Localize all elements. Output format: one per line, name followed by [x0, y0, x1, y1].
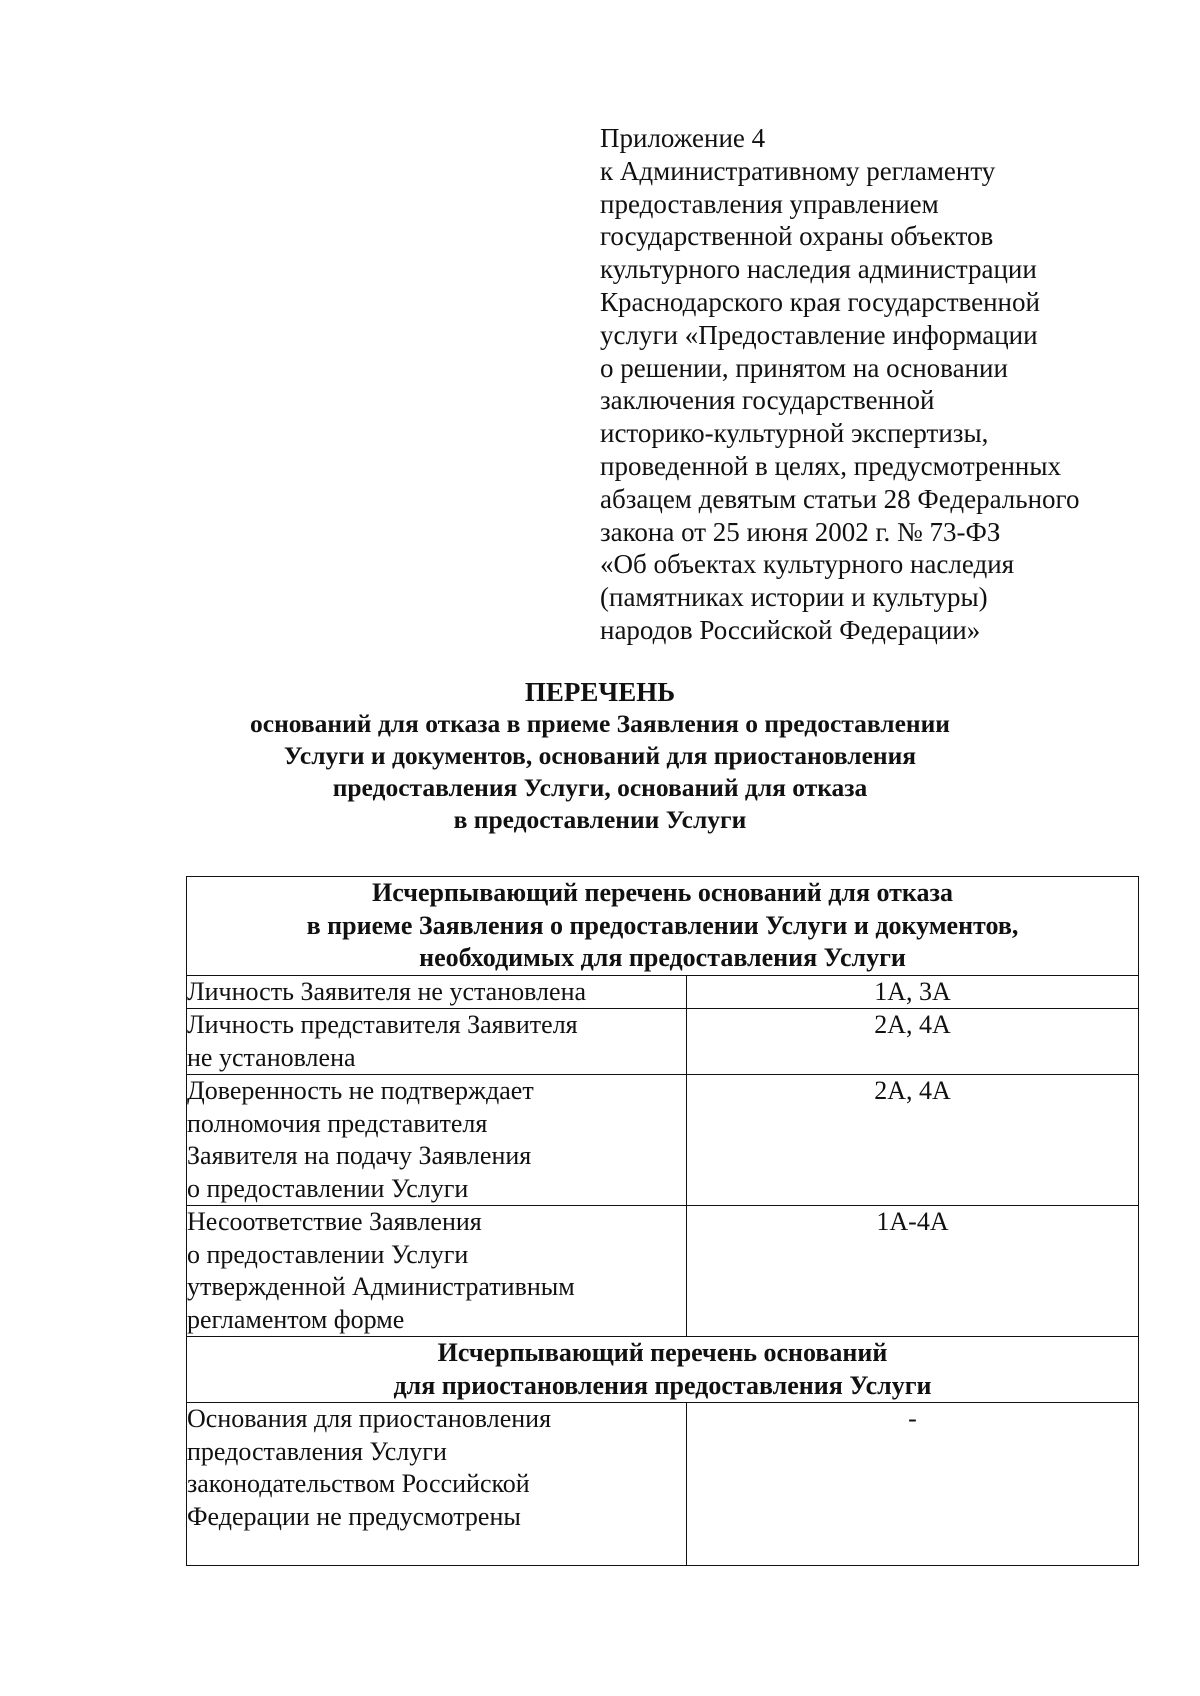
section-header-suspension — [187, 1337, 1139, 1403]
document-title — [150, 676, 1050, 836]
section-header-refusal-acceptance — [187, 877, 1139, 976]
code-cell: 2А, 4А — [687, 1075, 1139, 1206]
document-title-main: ПЕРЕЧЕНЬ — [524, 677, 676, 707]
annex-line: «Об объектах культурного наследия — [600, 549, 1015, 580]
annex-line: услуги «Предоставление информации — [600, 319, 1038, 350]
reason-line: Личность Заявителя не установлена — [187, 976, 587, 1006]
table-section-header — [187, 877, 1139, 976]
reason-line: регламентом форме — [187, 1304, 405, 1334]
reason-line: утвержденной Административным — [187, 1272, 575, 1301]
reason-line: Доверенность не подтверждает — [187, 1076, 534, 1105]
reason-line: Личность представителя Заявителя — [187, 1010, 578, 1039]
reason-line: Основания для приостановления — [187, 1404, 552, 1433]
reason-cell — [187, 975, 687, 1009]
grounds-table — [186, 876, 1139, 1566]
table-section-header — [187, 1337, 1139, 1403]
table-row — [187, 1075, 1139, 1206]
section-header-line: необходимых для предоставления Услуги — [419, 943, 906, 972]
code-cell: 2А, 4А — [687, 1009, 1139, 1075]
annex-line: проведенной в целях, предусмотренных — [600, 450, 1061, 481]
reason-cell — [187, 1403, 687, 1566]
reason-line: предоставления Услуги — [187, 1436, 447, 1466]
reason-cell — [187, 1009, 687, 1075]
annex-line: закона от 25 июня 2002 г. № 73-ФЗ — [600, 516, 1001, 547]
annex-header — [600, 122, 1120, 647]
annex-line: народов Российской Федерации» — [600, 614, 981, 645]
section-header-line: Исчерпывающий перечень оснований для отказа — [372, 878, 953, 907]
annex-line: Приложение 4 — [600, 123, 766, 153]
annex-line: Краснодарского края государственной — [600, 286, 1040, 317]
code-cell: - — [687, 1403, 1139, 1566]
annex-line: к Административному регламенту — [600, 155, 996, 186]
code-cell: 1А, 3А — [687, 975, 1139, 1009]
reason-cell — [187, 1206, 687, 1337]
code-cell: 1А-4А — [687, 1206, 1139, 1337]
annex-line: абзацем девятым статьи 28 Федерального — [600, 483, 1080, 514]
document-title-line: предоставления Услуги, оснований для отказа — [332, 773, 868, 802]
table-row — [187, 1403, 1139, 1566]
annex-line: государственной охраны объектов — [600, 221, 994, 252]
annex-line: историко-культурной экспертизы, — [600, 418, 989, 449]
reason-line: Заявителя на подачу Заявления — [187, 1141, 532, 1170]
table-row — [187, 1206, 1139, 1337]
section-header-line: в приеме Заявления о предоставлении Услуги и документов, — [306, 910, 1019, 940]
annex-line: заключения государственной — [600, 385, 935, 416]
annex-line: (памятниках истории и культуры) — [600, 582, 988, 613]
reason-cell — [187, 1075, 687, 1206]
reason-line: о предоставлении Услуги — [187, 1173, 469, 1203]
document-title-line: Услуги и документов, оснований для приостановления — [283, 741, 917, 770]
table-row — [187, 1009, 1139, 1075]
section-header-line: для приостановления предоставления Услуги — [393, 1370, 932, 1400]
section-header-line: Исчерпывающий перечень оснований — [437, 1338, 888, 1367]
reason-line: о предоставлении Услуги — [187, 1239, 469, 1269]
reason-line: законодательством Российской — [187, 1469, 530, 1498]
annex-line: о решении, принятом на основании — [600, 352, 1008, 383]
document-title-line: в предоставлении Услуги — [453, 805, 747, 834]
document-title-line: оснований для отказа в приеме Заявления о предоставлении — [250, 709, 950, 738]
table-row — [187, 975, 1139, 1009]
annex-line: предоставления управлением — [600, 188, 939, 219]
annex-line: культурного наследия администрации — [600, 254, 1037, 285]
reason-line: не установлена — [187, 1042, 356, 1072]
reason-line: Федерации не предусмотрены — [187, 1501, 521, 1531]
reason-line: Несоответствие Заявления — [187, 1207, 482, 1236]
reason-line: полномочия представителя — [187, 1108, 488, 1138]
